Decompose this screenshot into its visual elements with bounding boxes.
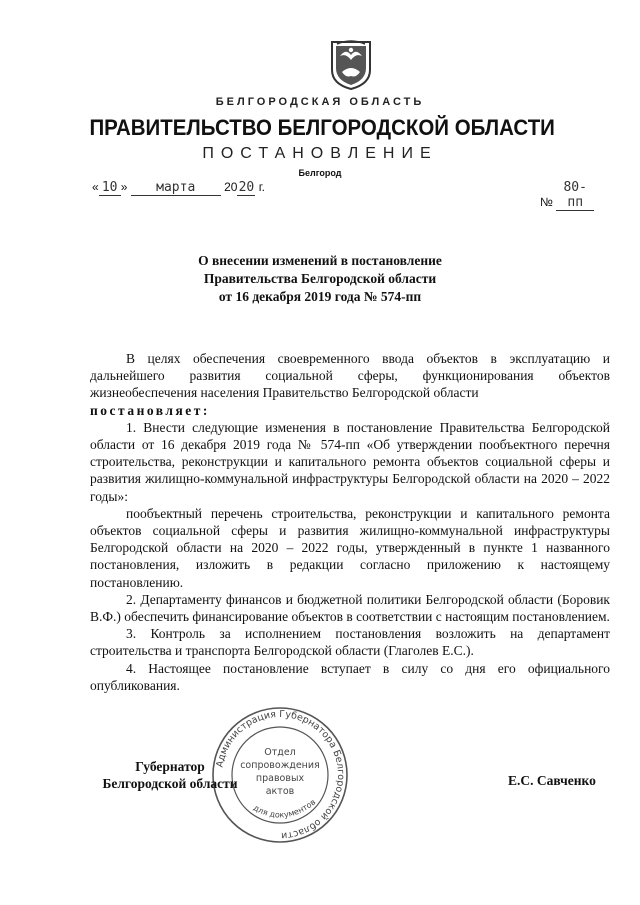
number-value: 80-пп — [556, 180, 594, 211]
paragraph-4: 4. Настоящее постановление вступает в силу со дня его официального опубликования. — [90, 660, 610, 693]
paragraph-1-sub: пообъектный перечень строительства, реконструкции и капитального ремонта объектов социальной сферы и развития жилищно-коммунальной инфраструктуры Белгородской области на 2020 – 2022 годы, утвержденный в пункте 1 названного постановления, изложить в редакции согласно приложению к настоящему постановлению. — [90, 505, 610, 590]
stamp-inner-line: актов — [265, 786, 295, 797]
city-name: Белгород — [298, 168, 342, 178]
document-title — [0, 252, 640, 306]
coat-of-arms-icon — [326, 36, 376, 90]
stamp-inner-line: сопровождения — [240, 760, 320, 771]
paragraph-2: 2. Департаменту финансов и бюджетной политики Белгородской области (Боровик В.Ф.) обеспечить финансирование объектов в соответствии с настоящим постановлением. — [90, 591, 610, 625]
date-close-quote: » — [120, 180, 128, 194]
document-number — [540, 180, 594, 211]
resolves-word: постановляет: — [90, 402, 210, 418]
signatory-name: Е.С. Савченко — [508, 773, 596, 788]
position-line: Белгородской области — [102, 776, 238, 791]
title-line: О внесении изменений в постановление — [198, 253, 442, 268]
government-name: ПРАВИТЕЛЬСТВО БЕЛГОРОДСКОЙ ОБЛАСТИ — [89, 115, 555, 140]
region-name: БЕЛГОРОДСКАЯ ОБЛАСТЬ — [215, 96, 425, 108]
title-line: Правительства Белгородской области — [203, 271, 437, 286]
date-year-suffix: 20 — [238, 180, 255, 195]
date-year-prefix: 20 — [224, 180, 238, 194]
date-year-mark: г. — [258, 180, 266, 194]
date-line — [92, 180, 265, 196]
title-line: от 16 декабря 2019 года № 574-пп — [218, 289, 422, 304]
intro-paragraph: В целях обеспечения своевременного ввода объектов в эксплуатацию и дальнейшего развития социальной сферы, функционирования объектов жизнеобеспечения населения Правительство Белгородской области — [90, 351, 610, 401]
stamp-outer-text: Администрация Губернатора Белгородской области — [214, 708, 347, 842]
document-body — [90, 350, 610, 694]
paragraph-3: 3. Контроль за исполнением постановления возложить на департамент строительства и транспорта Белгородской области (Глаголев Е.С.). — [90, 626, 610, 659]
date-open-quote: « — [92, 180, 99, 194]
stamp-inner-line: Отдел — [264, 747, 296, 758]
stamp-inner-line: правовых — [255, 773, 305, 784]
date-day: 10 — [99, 180, 121, 196]
date-month: марта — [131, 180, 221, 196]
stamp-bottom-text: для документов — [251, 797, 318, 820]
position-line: Губернатор — [135, 759, 205, 774]
paragraph-1: 1. Внести следующие изменения в постановление Правительства Белгородской области от 16 декабря 2019 года № 574-пп «Об утверждении пообъектного перечня строительства, реконструкции и капитального ремонта объектов социальной сферы и развития жилищно-коммунальной инфраструктуры Белгородской области на 2020 – 2022 годы»: — [90, 419, 610, 504]
signatory-position — [90, 758, 250, 792]
number-prefix: № — [540, 195, 553, 209]
document-type: ПОСТАНОВЛЕНИЕ — [202, 145, 438, 162]
